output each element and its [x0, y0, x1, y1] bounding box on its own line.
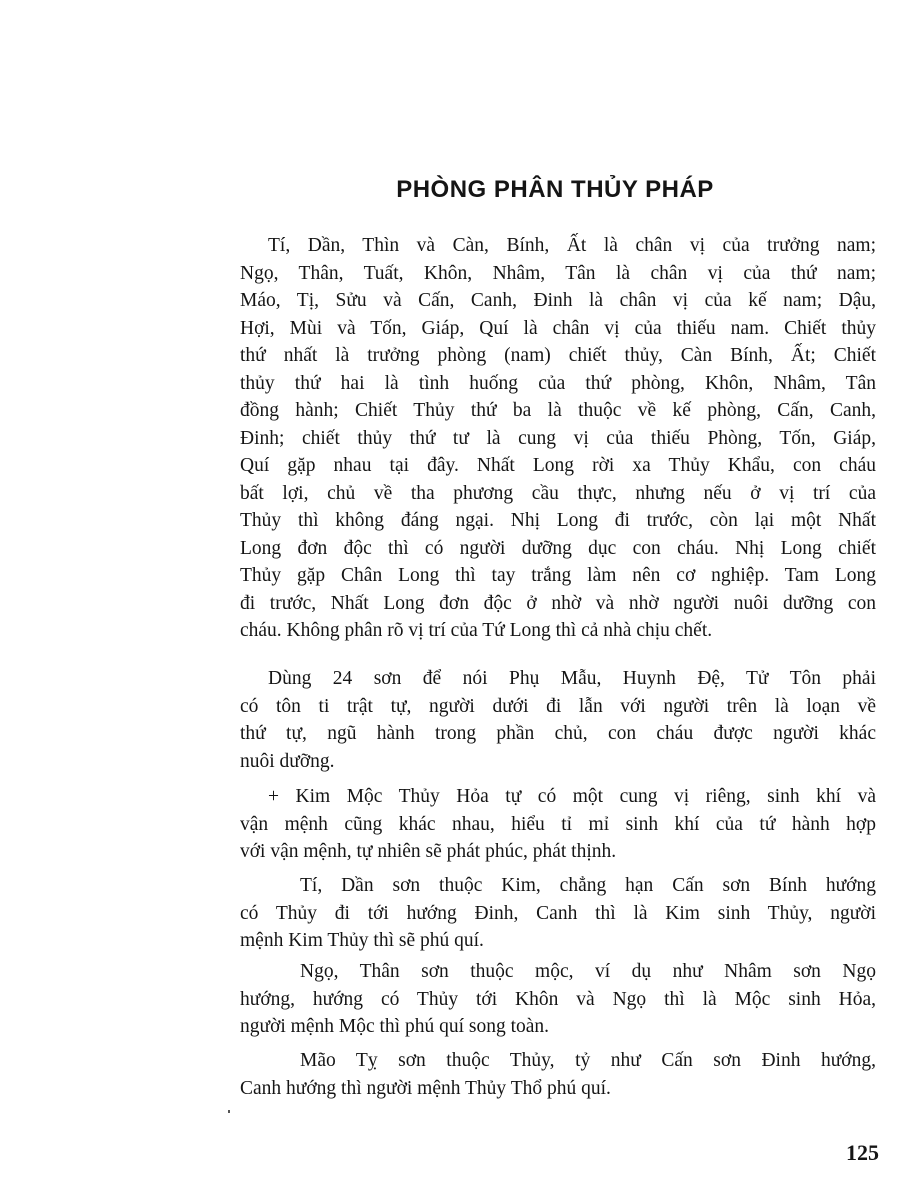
text-line: vận mệnh cũng khác nhau, hiểu tỉ mỉ sinh khí của tứ hành hợp — [240, 813, 876, 835]
text-line: Máo, Tị, Sửu và Cấn, Canh, Đinh là chân vị của kế nam; Dậu, — [240, 290, 876, 311]
paragraph-2 — [240, 665, 876, 775]
page-number: 125 — [846, 1140, 879, 1165]
paragraph-6 — [240, 1047, 876, 1102]
text-line: Tí, Dần sơn thuộc Kim, chẳng hạn Cấn sơn Bính hướng — [300, 875, 876, 896]
text-line: thứ nhất là trưởng phòng (nam) chiết thủy, Càn Bính, Ất; Chiết — [240, 345, 876, 366]
text-line: Thủy thì không đáng ngại. Nhị Long đi trước, còn lại một Nhất — [240, 510, 876, 531]
text-line: Tí, Dần, Thìn và Càn, Bính, Ất là chân vị của trưởng nam; — [268, 235, 876, 256]
text-line: Canh hướng thì người mệnh Thủy Thổ phú quí. — [240, 1077, 611, 1099]
text-line: bất lợi, chủ về tha phương cầu thực, nhưng nếu ở vị trí của — [240, 482, 876, 504]
text-line: Ngọ, Thân, Tuất, Khôn, Nhâm, Tân là chân vị của thứ nam; — [240, 262, 876, 284]
text-line: hướng, hướng có Thủy tới Khôn và Ngọ thì là Mộc sinh Hỏa, — [240, 988, 876, 1010]
text-line: nuôi dưỡng. — [240, 750, 335, 772]
text-line: Đinh; chiết thủy thứ tư là cung vị của thiếu Phòng, Tốn, Giáp, — [240, 427, 876, 449]
text-line: mệnh Kim Thủy thì sẽ phú quí. — [240, 930, 484, 951]
text-line: cháu. Không phân rõ vị trí của Tứ Long thì cả nhà chịu chết. — [240, 620, 713, 641]
text-line: + Kim Mộc Thủy Hỏa tự có một cung vị riêng, sinh khí và — [268, 786, 876, 807]
text-line: Thủy gặp Chân Long thì tay trắng làm nên cơ nghiệp. Tam Long — [240, 565, 876, 586]
text-line: đi trước, Nhất Long đơn độc ở nhờ và nhờ người nuôi dưỡng con — [240, 592, 876, 614]
text-line: có tôn ti trật tự, người dưới đi lẫn với người trên là loạn về — [240, 695, 876, 717]
paragraph-3 — [240, 783, 876, 866]
text-line: người mệnh Mộc thì phú quí song toàn. — [240, 1016, 550, 1037]
text-line: thủy thứ hai là tình huống của thứ phòng, Khôn, Nhâm, Tân — [240, 372, 876, 394]
text-line: Quí gặp nhau tại đây. Nhất Long rời xa Thủy Khẩu, con cháu — [240, 455, 876, 476]
text-line: Long đơn độc thì có người dưỡng dục con cháu. Nhị Long chiết — [240, 537, 876, 559]
paragraph-4 — [240, 872, 876, 955]
paragraph-1 — [240, 232, 876, 645]
text-line: với vận mệnh, tự nhiên sẽ phát phúc, phát thịnh. — [240, 841, 617, 862]
paragraph-5 — [240, 958, 876, 1041]
page-title: PHÒNG PHÂN THỦY PHÁP — [396, 176, 714, 203]
text-line: Dùng 24 sơn để nói Phụ Mẫu, Huynh Đệ, Tử Tôn phải — [268, 668, 876, 689]
text-line: Hợi, Mùi và Tốn, Giáp, Quí là chân vị của thiếu nam. Chiết thủy — [240, 317, 876, 339]
text-line: Mão Tỵ sơn thuộc Thủy, tỷ như Cấn sơn Đinh hướng, — [300, 1050, 876, 1071]
text-line: Ngọ, Thân sơn thuộc mộc, ví dụ như Nhâm sơn Ngọ — [300, 961, 876, 982]
text-line: thứ tự, ngũ hành trong phần chủ, con cháu được người khác — [240, 723, 876, 744]
scan-speck — [228, 1110, 230, 1113]
text-line: có Thủy đi tới hướng Đinh, Canh thì là Kim sinh Thủy, người — [240, 902, 876, 924]
text-line: đồng hành; Chiết Thủy thứ ba là thuộc về kế phòng, Cấn, Canh, — [240, 400, 876, 421]
